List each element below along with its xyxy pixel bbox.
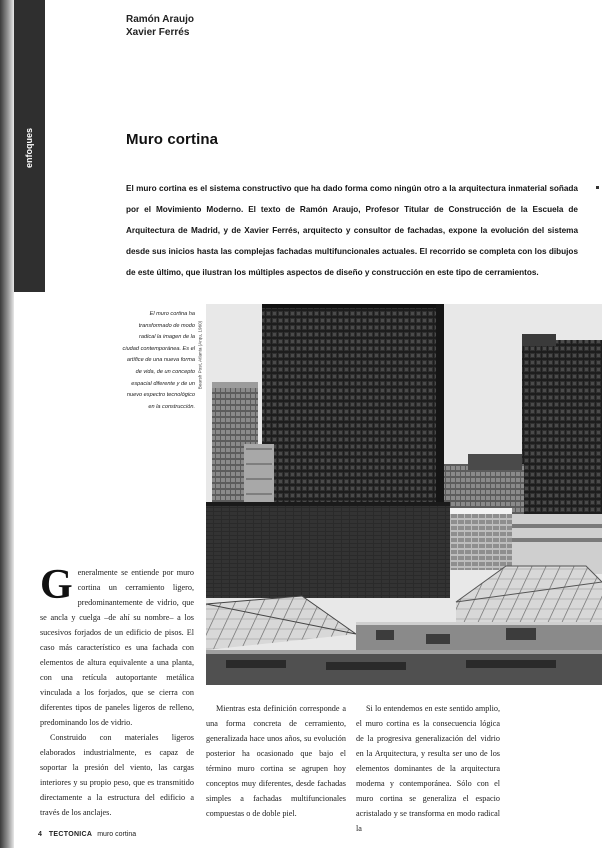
article-title: Muro cortina: [126, 131, 219, 148]
magazine-name: TECTONICA: [48, 831, 93, 838]
issue-topic: muro cortina: [97, 831, 137, 838]
photo-caption: El muro cortina ha transformado de modo radical la imagen de la ciudad contemporánea. Es el artífice de una nueva forma de vida, de un concepto espacial diferente y de un nuevo espectro tecnológico en la construcción.: [122, 311, 195, 410]
body-paragraph: Construido con materiales ligeros elaborados industrialmente, es capaz de soportar la presión del viento, las cargas interiores y su propio peso, que es transmitido directamente a la estructura del edificio a través de los anclajes.: [40, 733, 194, 817]
section-tab-label: enfoques: [24, 127, 34, 169]
page-gutter-shadow: [0, 0, 14, 848]
body-paragraph: Mientras esta definición corresponde a una forma concreta de cerramiento, generalizada hace unos años, su evolución posterior ha ocasionado que bajo el término muro cortina se agrupen hoy conceptos muy diferentes, desde fachadas simples a fachadas multifuncionales compuestas o de doble piel.: [206, 704, 346, 818]
body-column-1: [40, 562, 194, 820]
skyline-photo: [206, 304, 602, 685]
body-paragraph: Si lo entendemos en este sentido amplio, el muro cortina es la consecuencia lógica de la progresiva generalización del vidrio en la Arquitectura, y resulta ser uno de los elementos dominantes de la arquitectura moderna y contemporánea. Sólo con el muro cortina se generaliza el espacio acristalado y se transforma en modo radical la: [356, 704, 500, 833]
photo-credit: Bearsh Post, Atlanta (Arqu, 1960): [197, 320, 203, 390]
edge-mark: [596, 186, 599, 189]
body-column-3: [356, 701, 500, 836]
body-column-2: [206, 701, 346, 821]
lead-paragraph: El muro cortina es el sistema constructivo que ha dado forma como ningún otro a la arquitectura inmaterial soñada por el Movimiento Moderno. El texto de Ramón Araujo, Profesor Titular de Construcción de la Escuela de Arquitectura de Madrid, y de Xavier Ferrés, arquitecto y consultor de fachadas, expone la evolución del sistema desde sus inicios hasta las complejas fachadas multifuncionales actuales. El recorrido se completa con los dibujos de este último, que ilustran los múltiples aspectos de diseño y construcción en este tipo de cerramientos.: [126, 184, 578, 277]
author-block: [126, 13, 194, 39]
author-name: Ramón Araujo: [126, 14, 194, 25]
page-footer: [38, 831, 136, 838]
author-name: Xavier Ferrés: [126, 27, 190, 38]
page-number: 4: [38, 831, 42, 838]
drop-cap: G: [40, 562, 73, 608]
body-paragraph: eneralmente se entiende por muro cortina un cerramiento ligero, predominantemente de vidrio, que se ancla y cuelga –de ahí su nombre– a los sucesivos forjados de un edificio de pisos. El caso más característico es una fachada con elementos de altura equivalente a una planta, con una retícula autoportante metálica vinculada a los forjados, que se cierra con diferentes tipos de paneles ligeros de relleno, predominando los de vidrio.: [40, 568, 194, 727]
